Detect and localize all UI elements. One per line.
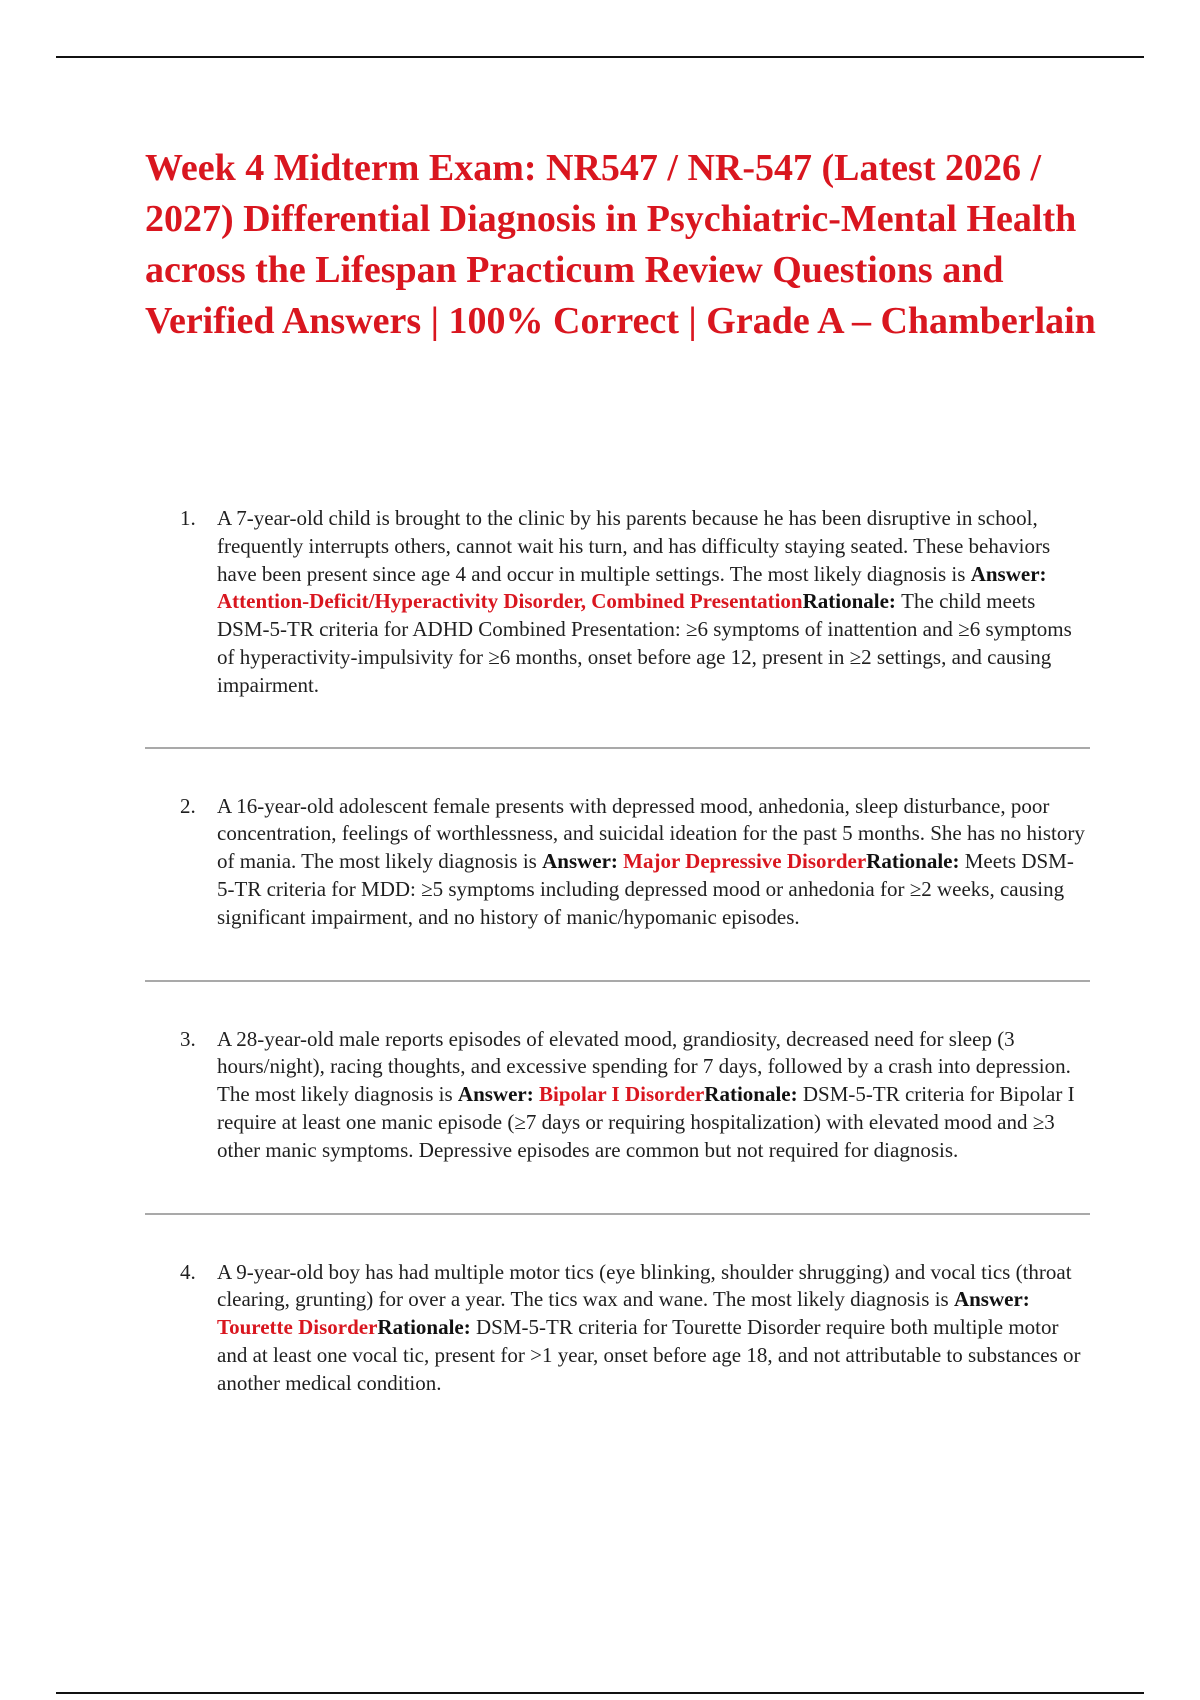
question-number: 4. [180,1259,196,1284]
question-item-1 [145,505,1090,700]
bottom-rule [56,1692,1144,1694]
question-number: 2. [180,793,196,818]
document-title: Week 4 Midterm Exam: NR547 / NR-547 (Latest 2026 / 2027) Differential Diagnosis in Psychiatric-Mental Health across the Lifespan Practicum Review Questions and Verified Answers | 100% Correct | Grade A – Chamberlain [145,147,1096,342]
rationale-label: Rationale: [377,1315,476,1340]
question-stem: A 7-year-old child is brought to the clinic by his parents because he has been disruptive in school, frequently interrupts others, cannot wait his turn, and has difficulty staying seated. These behaviors have been present since age 4 and occur in multiple settings. The most likely diagnosis is [217,506,1051,586]
question-list [145,505,1090,1398]
answer-label: Answer: [542,849,624,874]
answer-label: Answer: [970,561,1047,586]
rationale-text: DSM-5-TR criteria for Tourette Disorder require both multiple motor and at least one vocal tic, present for >1 year, onset before age 18, and not attributable to substances or another medical condition. [217,1315,1081,1395]
rationale-text: Meets DSM-5-TR criteria for MDD: ≥5 symptoms including depressed mood or anhedonia for ≥2 weeks, causing significant impairment, and no history of manic/hypomanic episodes. [217,849,1074,929]
answer-label: Answer: [457,1082,539,1107]
rationale-text: DSM-5-TR criteria for Bipolar I require at least one manic episode (≥7 days or requiring hospitalization) with elevated mood and ≥3 other manic symptoms. Depressive episodes are common but not required for diagnosis. [217,1082,1075,1162]
question-stem: A 9-year-old boy has had multiple motor tics (eye blinking, shoulder shrugging) and vocal tics (throat clearing, grunting) for over a year. The tics wax and wane. The most likely diagnosis is [217,1259,1072,1312]
question-item-3 [145,1026,1090,1165]
rationale-text: The child meets DSM-5-TR criteria for ADHD Combined Presentation: ≥6 symptoms of inattention and ≥6 symptoms of hyperactivity-impulsivity for ≥6 months, onset before age 12, present in ≥2 settings, and causing impairment. [217,589,1072,697]
rationale-label: Rationale: [704,1082,803,1107]
rationale-label: Rationale: [802,589,902,614]
question-stem: A 28-year-old male reports episodes of elevated mood, grandiosity, decreased need for sleep (3 hours/night), racing thoughts, and excessive spending for 7 days, followed by a crash into depression. The most likely diagnosis is [217,1026,1071,1107]
answer-text: Attention-Deficit/Hyperactivity Disorder, Combined Presentation [217,589,803,614]
rationale-label: Rationale: [866,849,965,874]
question-item-2 [145,793,1090,932]
divider [145,1213,1090,1215]
answer-text: Tourette Disorder [217,1315,378,1340]
answer-text: Bipolar I Disorder [538,1082,705,1107]
question-number: 1. [180,506,196,530]
question-stem: A 16-year-old adolescent female presents with depressed mood, anhedonia, sleep disturbance, poor concentration, feelings of worthlessness, and suicidal ideation for the past 5 months. She has no history of mania. The most likely diagnosis is [217,793,1085,874]
top-rule [56,56,1144,58]
answer-label: Answer: [953,1287,1030,1312]
divider [145,980,1090,982]
question-number: 3. [180,1026,196,1051]
answer-text: Major Depressive Disorder [623,849,867,874]
question-item-4 [145,1259,1090,1398]
divider [145,747,1090,749]
